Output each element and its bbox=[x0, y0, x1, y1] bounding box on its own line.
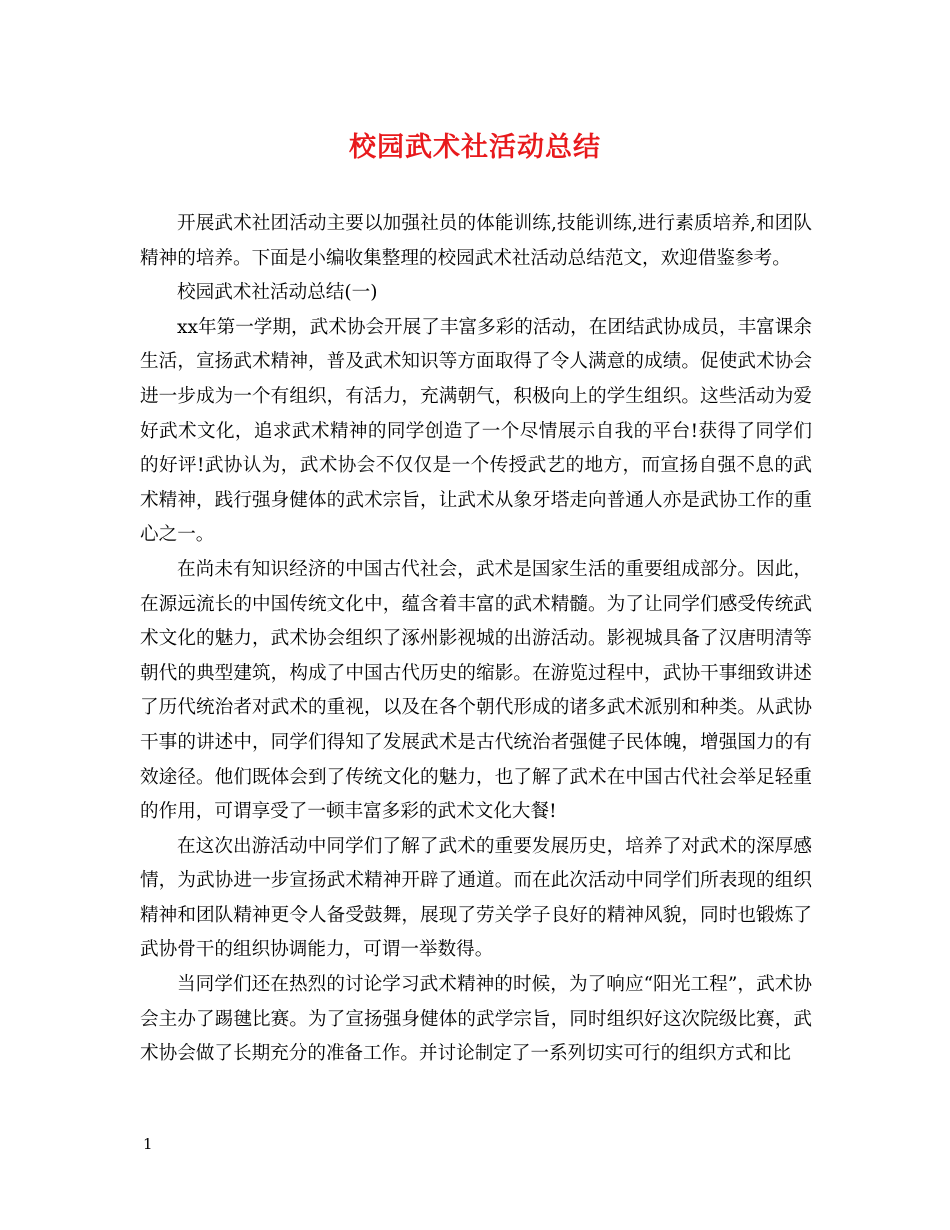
paragraph-2: 在尚未有知识经济的中国古代社会，武术是国家生活的重要组成部分。因此，在源远流长的中国传统文化中，蕴含着丰富的武术精髓。为了让同学们感受传统武术文化的魅力，武术协会组织了涿州影视城的出游活动。影视城具备了汉唐明清等朝代的典型建筑，构成了中国古代历史的缩影。在游览过程中，武协干事细致讲述了历代统治者对武术的重视，以及在各个朝代形成的诸多武术派别和种类。从武协干事的讲述中，同学们得知了发展武术是古代统治者强健子民体魄，增强国力的有效途径。他们既体会到了传统文化的魅力，也了解了武术在中国古代社会举足轻重的作用，可谓享受了一顿丰富多彩的武术文化大餐! bbox=[140, 558, 812, 823]
document-title: 校园武术社活动总结 bbox=[349, 132, 601, 163]
page-number: 1 bbox=[143, 1135, 153, 1153]
paragraph-intro: 开展武术社团活动主要以加强社员的体能训练,技能训练,进行素质培养,和团队精神的培养。下面是小编收集整理的校园武术社活动总结范文，欢迎借鉴参考。 bbox=[140, 213, 812, 269]
paragraph-4: 当同学们还在热烈的讨论学习武术精神的时候，为了响应“阳光工程”，武术协会主办了踢毽比赛。为了宣扬强身健体的武学宗旨，同时组织好这次院级比赛，武术协会做了长期充分的准备工作。并讨论制定了一系列切实可行的组织方式和比 bbox=[140, 974, 812, 1065]
section-heading: 校园武术社活动总结(一) bbox=[177, 282, 378, 304]
document-body bbox=[140, 207, 812, 1072]
paragraph-3: 在这次出游活动中同学们了解了武术的重要发展历史，培养了对武术的深厚感情，为武协进一步宣扬武术精神开辟了通道。而在此次活动中同学们所表现的组织精神和团队精神更令人备受鼓舞，展现了劳关学子良好的精神风貌，同时也锻炼了武协骨干的组织协调能力，可谓一举数得。 bbox=[140, 835, 812, 961]
paragraph-1: xx年第一学期，武术协会开展了丰富多彩的活动，在团结武协成员，丰富课余生活，宣扬武术精神，普及武术知识等方面取得了令人满意的成绩。促使武术协会进一步成为一个有组织，有活力，充满朝气，积极向上的学生组织。这些活动为爱好武术文化，追求武术精神的同学创造了一个尽情展示自我的平台!获得了同学们的好评!武协认为，武术协会不仅仅是一个传授武艺的地方，而宣扬自强不息的武术精神，践行强身健体的武术宗旨，让武术从象牙塔走向普通人亦是武协工作的重心之一。 bbox=[140, 316, 812, 546]
